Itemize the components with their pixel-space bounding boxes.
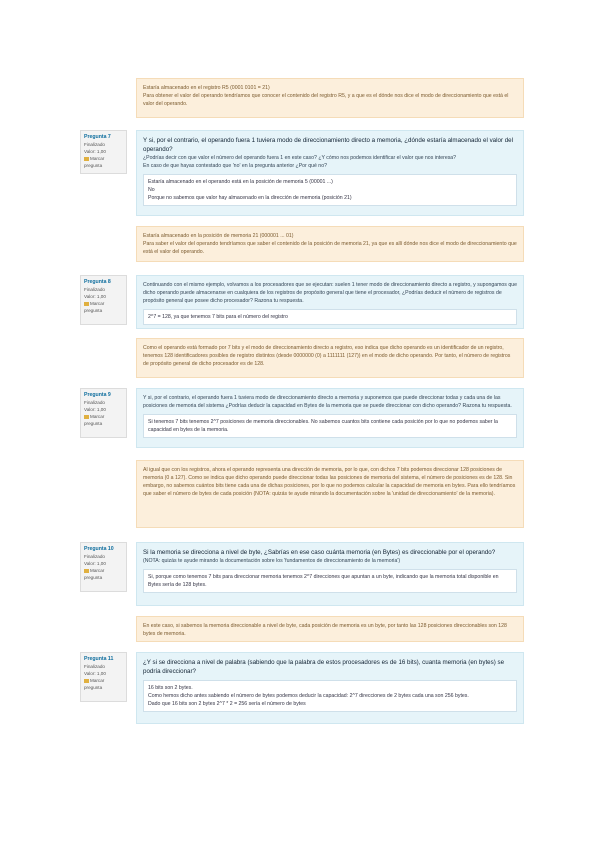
flag-question-button[interactable] (84, 567, 123, 581)
answer-box[interactable] (143, 174, 517, 206)
feedback-box (136, 78, 524, 118)
question-text: ¿Y si se direcciona a nivel de palabra (sabiendo que la palabra de estos procesadores es de 16 bits), cuanta memoria (en bytes) se podría direccionar? (143, 659, 505, 675)
question-hint: (NOTA: quizás te ayude mirando la documentación sobre los 'fundamentos de direccionamiento de la memoria') (143, 558, 401, 564)
flag-icon (84, 157, 89, 161)
question-grade: Valor: 1,00 (84, 149, 106, 154)
feedback-title: Estaría almacenado en la posición de memoria 21 (000001 ... 01) (143, 233, 294, 239)
flag-label: Marcar pregunta (84, 301, 105, 313)
answer-line: Dado que 16 bits son 2 bytes 2^7 * 2 = 256 sería el número de bytes (148, 701, 306, 707)
question-grade: Valor: 1,00 (84, 407, 106, 412)
flag-question-button[interactable] (84, 155, 123, 169)
question-grade: Valor: 1,00 (84, 671, 106, 676)
answer-line: No (148, 187, 155, 193)
flag-question-button[interactable] (84, 413, 123, 427)
answer-line: 16 bits son 2 bytes. (148, 685, 193, 691)
feedback-text: Como el operando está formado por 7 bits y el modo de direccionamiento directo a registro, eso indica que dicho operando es un identificador de un registro, tenemos 128 identificadores posibles de registro distintos (desde 0000000 (0) a 1111111 (127)) en el modo de dicho operando. Por tanto, el número de registros de propósito general de dicho procesador es de 128. (143, 345, 511, 367)
flag-question-button[interactable] (84, 677, 123, 691)
answer-line: Porque no sabemos que valor hay almacenado en la dirección de memoria (posición 21) (148, 195, 352, 201)
question-number: Pregunta 7 (84, 134, 111, 140)
question-status: Finalizado (84, 142, 105, 147)
question-grade: Valor: 1,00 (84, 294, 106, 299)
question-text-box (136, 130, 524, 216)
answer-line: Como hemos dicho antes sabiendo el número de bytes podemos deducir la capacidad: 2^7 direcciones de 2 bytes cada una son 256 bytes. (148, 693, 469, 699)
flag-label: Marcar pregunta (84, 156, 105, 168)
flag-label: Marcar pregunta (84, 568, 105, 580)
question-text-box (136, 275, 524, 329)
question-number: Pregunta 10 (84, 546, 114, 552)
feedback-text: Para saber el valor del operando tendríamos que saber el contenido de la posición de memoria 21, ya que es allí dónde nos dice el modo de direccionamiento que está el valor del operando. (143, 241, 517, 255)
question-status: Finalizado (84, 287, 105, 292)
feedback-text: Al igual que con los registros, ahora el operando representa una dirección de memoria, por lo que, con dichos 7 bits podemos direccionar 128 posiciones de memoria (0 a 127). Como se indica que dicho operando puede direccionar todas las posiciones de memoria del sistema, el número de posiciones es de 128. Sin embargo, no sabemos cuántos bits tiene cada una de dichas posiciones, por lo que no podemos calcular la capacidad de memoria en bytes. Para ello tendríamos que saber el número de bytes de cada posición (NOTA: quizás te ayude mirando la documentación sobre la 'unidad de direccionamiento' de la memoria). (143, 467, 516, 497)
feedback-box (136, 226, 524, 262)
question-number: Pregunta 11 (84, 656, 114, 662)
question-status: Finalizado (84, 664, 105, 669)
feedback-text: Para obtener el valor del operando tendríamos que conocer el contenido del registro R5, y a que es el dónde nos dice el modo de direccionamiento que está el valor del operando. (143, 93, 509, 107)
flag-icon (84, 302, 89, 306)
flag-label: Marcar pregunta (84, 414, 105, 426)
question-hint: ¿Podrías decir con que valor el número del operando fuera 1 en este caso? ¿Y cómo nos podemos identificar el valor que nos interesa? (143, 155, 457, 161)
question-info (80, 388, 127, 438)
feedback-title: Estaría almacenado en el registro R5 (0001 0101 = 21) (143, 85, 270, 91)
flag-icon (84, 679, 89, 683)
answer-line: Estaría almacenado en el operando está en la posición de memoria 5 (00001 ...) (148, 179, 333, 185)
question-info (80, 542, 127, 592)
question-text: Y si, por el contrario, el operando fuera 1 tuviera modo de direccionamiento directo a memoria y suponemos que puede direccionar todas y cada una de las posiciones de memoria del sistema ¿Podrías deducir la capacidad en Bytes de la memoria que se puede direccionar con dicho operando? Razona tu respuesta. (143, 395, 512, 409)
feedback-box (136, 460, 524, 528)
flag-question-button[interactable] (84, 300, 123, 314)
question-info (80, 275, 127, 325)
question-number: Pregunta 8 (84, 279, 111, 285)
question-status: Finalizado (84, 554, 105, 559)
question-grade: Valor: 1,00 (84, 561, 106, 566)
question-hint: En caso de que hayas contestado que 'no' en la pregunta anterior ¿Por qué no? (143, 163, 327, 169)
question-text-box (136, 388, 524, 448)
flag-icon (84, 415, 89, 419)
answer-box[interactable] (143, 309, 517, 325)
question-text: Y si, por el contrario, el operando fuera 1 tuviera modo de direccionamiento directo a memoria, ¿dónde estaría almacenado el valor del operando? (143, 137, 513, 153)
question-number: Pregunta 9 (84, 392, 111, 398)
question-text: Continuando con el mismo ejemplo, volvamos a los procesadores que se ejecutan: suelen 1 tener modo de direccionamiento directo a registro, y supongamos que dicho operando puede almacenarse en cualquiera de los registros de propósito general que tiene el procesador, ¿Podrías deducir el número de registros de propósito general que posee dicho procesador? Razona tu respuesta. (143, 282, 518, 304)
feedback-box (136, 338, 524, 378)
answer-line: 2^7 = 128, ya que tenemos 7 bits para el número del registro (148, 314, 288, 320)
answer-line: Si, porque como tenemos 7 bits para direccionar memoria tenemos 2^7 direcciones que apuntan a un byte, indicando que la memoria total disponible en Bytes sería de 128 bytes. (148, 574, 499, 588)
question-info (80, 130, 127, 174)
question-status: Finalizado (84, 400, 105, 405)
answer-box[interactable] (143, 414, 517, 438)
flag-icon (84, 569, 89, 573)
answer-box[interactable] (143, 680, 517, 712)
feedback-box (136, 616, 524, 642)
question-text-box (136, 542, 524, 606)
flag-label: Marcar pregunta (84, 678, 105, 690)
question-info (80, 652, 127, 702)
answer-box[interactable] (143, 569, 517, 593)
question-text-box (136, 652, 524, 724)
feedback-text: En este caso, si sabemos la memoria direccionable a nivel de byte, cada posición de memoria es un byte, por tanto las 128 posiciones direccionables son 128 bytes de memoria. (143, 623, 507, 637)
answer-line: Si tenemos 7 bits tenemos 2^7 posiciones de memoria direccionables. No sabemos cuantos bits contiene cada posición por lo que no podemos saber la capacidad en bytes de la memoria. (148, 419, 498, 433)
question-text: Si la memoria se direcciona a nivel de byte, ¿Sabrías en ese caso cuánta memoria (en Bytes) es direccionable por el operando? (143, 549, 496, 556)
